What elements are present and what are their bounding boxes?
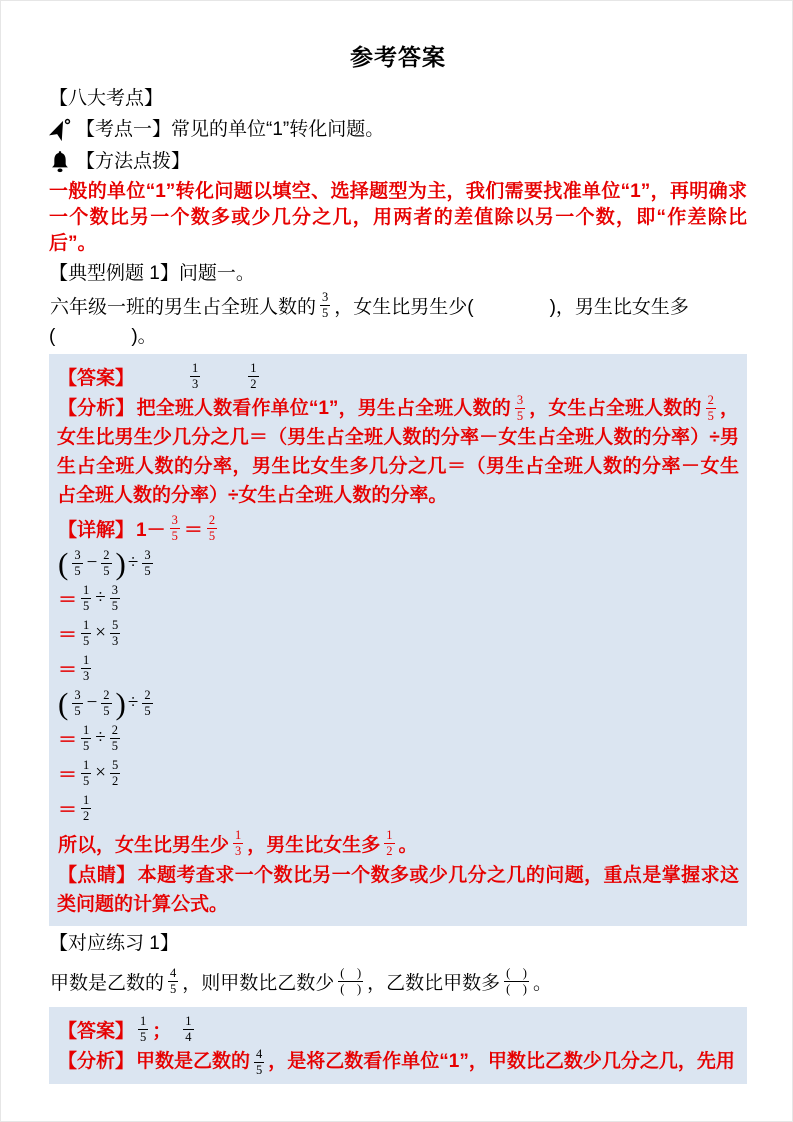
fraction bbox=[110, 759, 120, 788]
fraction-numerator: 4 bbox=[170, 965, 177, 980]
fraction-numerator: ( ) bbox=[340, 965, 362, 980]
fraction-denominator: 5 bbox=[516, 409, 524, 424]
analysis-paragraph bbox=[57, 1047, 739, 1076]
answer-line bbox=[57, 1012, 739, 1046]
fraction-denominator: 5 bbox=[322, 305, 329, 320]
fraction-numerator: 1 bbox=[250, 360, 257, 375]
math-text: ，女生比男生少( )，男生比女生多 bbox=[334, 296, 689, 318]
math-text: ＝ bbox=[58, 729, 78, 751]
fraction-denominator: 5 bbox=[83, 773, 90, 788]
math-text: ＝ bbox=[183, 519, 203, 541]
fraction-denominator: 3 bbox=[83, 668, 90, 683]
fraction-denominator: 5 bbox=[170, 981, 177, 996]
fraction-denominator: 5 bbox=[83, 633, 90, 648]
equation-line bbox=[57, 616, 739, 650]
example1-header: 【典型例题 1】问题一。 bbox=[49, 263, 255, 284]
fraction-denominator: 2 bbox=[250, 376, 257, 391]
fraction-denominator: 5 bbox=[83, 598, 90, 613]
math-text: ，男生比女生多 bbox=[247, 834, 381, 856]
fraction-denominator: 5 bbox=[74, 703, 81, 718]
fraction bbox=[320, 291, 330, 320]
fraction bbox=[248, 362, 258, 391]
equation-line bbox=[57, 756, 739, 790]
fraction bbox=[81, 619, 91, 648]
fraction-denominator: 2 bbox=[386, 843, 393, 858]
fraction-numerator: 3 bbox=[171, 512, 178, 527]
fraction-denominator: 2 bbox=[111, 773, 119, 788]
math-text: 【答案】 bbox=[58, 1020, 135, 1042]
math-text: − bbox=[86, 692, 98, 714]
parenthesis: ) bbox=[115, 545, 126, 581]
fraction bbox=[515, 394, 525, 423]
fraction-numerator: 2 bbox=[111, 722, 118, 737]
fraction-numerator: 5 bbox=[111, 757, 119, 772]
fraction bbox=[101, 689, 111, 718]
math-text: ÷ bbox=[127, 692, 139, 714]
fraction-denominator: 5 bbox=[144, 703, 151, 718]
key-point-paragraph bbox=[57, 861, 739, 919]
fraction-numerator: 2 bbox=[707, 393, 714, 408]
fraction-denominator: 5 bbox=[144, 563, 151, 578]
fraction bbox=[81, 759, 91, 788]
fraction-denominator: ( ) bbox=[506, 981, 527, 996]
fraction bbox=[110, 619, 120, 648]
math-text: ，乙数比甲数多 bbox=[367, 972, 501, 994]
fraction-numerator: 1 bbox=[83, 617, 90, 632]
fraction bbox=[384, 829, 394, 858]
math-text: 【答案】 bbox=[58, 367, 135, 389]
equation-line bbox=[57, 581, 739, 615]
practice1-question bbox=[49, 958, 747, 1004]
fraction bbox=[142, 689, 152, 718]
math-text: 。 bbox=[532, 972, 552, 994]
equation-line bbox=[57, 651, 739, 685]
fraction bbox=[183, 1015, 193, 1044]
math-text: ＝ bbox=[58, 624, 78, 646]
equation-line bbox=[57, 721, 739, 755]
math-text: ＝ bbox=[58, 799, 78, 821]
fraction-denominator: 4 bbox=[185, 1029, 192, 1044]
fraction bbox=[233, 829, 243, 858]
fraction-denominator: 3 bbox=[192, 376, 199, 391]
fraction bbox=[170, 514, 180, 543]
math-text: 。 bbox=[398, 834, 418, 856]
fraction-numerator: 1 bbox=[83, 652, 90, 667]
fraction bbox=[168, 967, 178, 996]
fraction-numerator: 3 bbox=[74, 547, 81, 562]
practice1-header: 【对应练习 1】 bbox=[49, 933, 179, 955]
fraction bbox=[81, 794, 91, 823]
fraction bbox=[190, 362, 200, 391]
math-text: ＝ bbox=[58, 659, 78, 681]
math-text: × bbox=[95, 622, 106, 644]
fraction-numerator: 2 bbox=[103, 547, 110, 562]
fraction bbox=[101, 549, 111, 578]
math-text: 甲数是乙数的 bbox=[136, 1051, 251, 1073]
math-text: 本题考查求一个数比另一个数多或少几分之几的问题，重点是掌握求这类问题的计算公式。 bbox=[57, 865, 739, 916]
fraction-denominator: ( ) bbox=[340, 981, 362, 996]
fraction-denominator: 5 bbox=[208, 528, 216, 543]
math-text: ，则甲数比乙数少 bbox=[182, 972, 335, 994]
fraction-denominator: 5 bbox=[74, 563, 81, 578]
fraction-numerator: 1 bbox=[83, 722, 90, 737]
fraction-numerator: 2 bbox=[103, 687, 110, 702]
fraction-numerator: 1 bbox=[386, 827, 393, 842]
math-text: ÷ bbox=[95, 727, 106, 749]
math-text: ，女生占全班人数的 bbox=[529, 398, 702, 419]
math-text: 【详解】 bbox=[58, 519, 135, 541]
fraction bbox=[504, 967, 529, 996]
example1-question-line2: ( )。 bbox=[49, 326, 157, 347]
bell-icon bbox=[49, 150, 71, 174]
math-text: 甲数是乙数的 bbox=[50, 972, 165, 994]
section-header-eight-points: 【八大考点】 bbox=[49, 88, 164, 109]
spacer bbox=[172, 1029, 180, 1030]
math-text: 1－ bbox=[136, 519, 166, 541]
method-tip-line bbox=[49, 147, 747, 177]
fraction-denominator: 5 bbox=[103, 703, 110, 718]
math-text: − bbox=[86, 552, 98, 574]
fraction bbox=[110, 584, 120, 613]
fraction-denominator: 5 bbox=[171, 528, 178, 543]
fraction-numerator: 5 bbox=[111, 617, 119, 632]
fraction-numerator: 3 bbox=[322, 289, 329, 304]
fraction bbox=[81, 654, 91, 683]
parenthesis: ) bbox=[115, 685, 126, 721]
fraction bbox=[72, 689, 82, 718]
method-tip-label: 【方法点拨】 bbox=[76, 151, 191, 172]
math-text: ÷ bbox=[127, 552, 139, 574]
fraction-denominator: 5 bbox=[103, 563, 110, 578]
fraction bbox=[81, 584, 91, 613]
math-text: 【点睛】 bbox=[58, 865, 136, 887]
key-point-one-line bbox=[49, 115, 747, 145]
fraction-denominator: 5 bbox=[256, 1062, 263, 1077]
math-text: ＝ bbox=[58, 589, 78, 611]
fraction-numerator: 1 bbox=[83, 757, 90, 772]
fraction bbox=[706, 394, 716, 423]
fraction bbox=[142, 549, 152, 578]
spacer bbox=[203, 376, 245, 377]
fraction-denominator: 5 bbox=[111, 738, 118, 753]
math-text: ＝ bbox=[58, 764, 78, 786]
fraction-numerator: 1 bbox=[83, 582, 90, 597]
fraction bbox=[72, 549, 82, 578]
fraction-numerator: 3 bbox=[74, 687, 81, 702]
equation-line bbox=[57, 791, 739, 825]
math-text: ； bbox=[152, 1020, 172, 1042]
fraction-numerator: 1 bbox=[83, 792, 90, 807]
example1-question-line1 bbox=[49, 288, 747, 322]
math-text: ，女生比男生少几分之几＝（男生占全班人数的分率－女生占全班人数的分率）÷男生占全班人数的分率，男生比女生多几分之几＝（男生占全班人数的分率－女生占全班人数的分率）÷女生占全班人数的分率。 bbox=[57, 398, 739, 507]
fraction bbox=[138, 1015, 148, 1044]
parenthesis: ( bbox=[58, 545, 69, 581]
fraction-denominator: 5 bbox=[707, 409, 714, 424]
fraction-numerator: 1 bbox=[185, 1013, 192, 1028]
answer-line bbox=[57, 359, 739, 393]
cursor-arrow-icon bbox=[49, 118, 71, 142]
practice1-answer-box bbox=[49, 1007, 747, 1083]
analysis-paragraph bbox=[57, 394, 739, 510]
math-text: ÷ bbox=[95, 587, 106, 609]
conclusion-line bbox=[57, 826, 739, 860]
parenthesis: ( bbox=[58, 685, 69, 721]
fraction bbox=[110, 724, 120, 753]
equation-line bbox=[57, 546, 739, 580]
fraction-numerator: 2 bbox=[208, 512, 216, 527]
fraction-denominator: 2 bbox=[83, 808, 90, 823]
fraction-numerator: 1 bbox=[235, 827, 242, 842]
fraction-numerator: 4 bbox=[256, 1046, 263, 1061]
method-tip-text: 一般的单位“1”转化问题以填空、选择题型为主，我们需要找准单位“1”，再明确求一个数比另一个数多或少几分之几，用两者的差值除以另一个数，即“作差除比后”。 bbox=[49, 181, 747, 254]
fraction-numerator: ( ) bbox=[506, 965, 527, 980]
fraction-denominator: 5 bbox=[140, 1029, 147, 1044]
fraction-numerator: 3 bbox=[111, 582, 118, 597]
key-point-one-label: 【考点一】常见的单位“1”转化问题。 bbox=[76, 119, 385, 140]
fraction-numerator: 2 bbox=[144, 687, 151, 702]
fraction-denominator: 3 bbox=[111, 633, 119, 648]
fraction bbox=[254, 1048, 264, 1077]
fraction bbox=[338, 967, 363, 996]
math-text: 【分析】 bbox=[58, 398, 135, 419]
detail-line bbox=[57, 511, 739, 545]
fraction-denominator: 5 bbox=[111, 598, 118, 613]
fraction bbox=[207, 514, 217, 543]
math-text: 把全班人数看作单位“1”，男生占全班人数的 bbox=[136, 398, 511, 419]
fraction-denominator: 3 bbox=[235, 843, 242, 858]
math-text: 六年级一班的男生占全班人数的 bbox=[50, 296, 317, 318]
math-text: × bbox=[95, 762, 106, 784]
math-text: 所以，女生比男生少 bbox=[58, 834, 230, 856]
page-title: 参考答案 bbox=[350, 44, 446, 70]
fraction-numerator: 3 bbox=[144, 547, 151, 562]
math-text: ，是将乙数看作单位“1”，甲数比乙数少几分之几，先用 bbox=[268, 1051, 735, 1073]
fraction bbox=[81, 724, 91, 753]
fraction-numerator: 3 bbox=[516, 393, 524, 408]
equation-line bbox=[57, 686, 739, 720]
spacer bbox=[135, 376, 187, 377]
fraction-numerator: 1 bbox=[140, 1013, 147, 1028]
math-text: 【分析】 bbox=[58, 1051, 135, 1073]
fraction-numerator: 1 bbox=[192, 360, 199, 375]
fraction-denominator: 5 bbox=[83, 738, 90, 753]
example1-answer-box bbox=[49, 354, 747, 926]
